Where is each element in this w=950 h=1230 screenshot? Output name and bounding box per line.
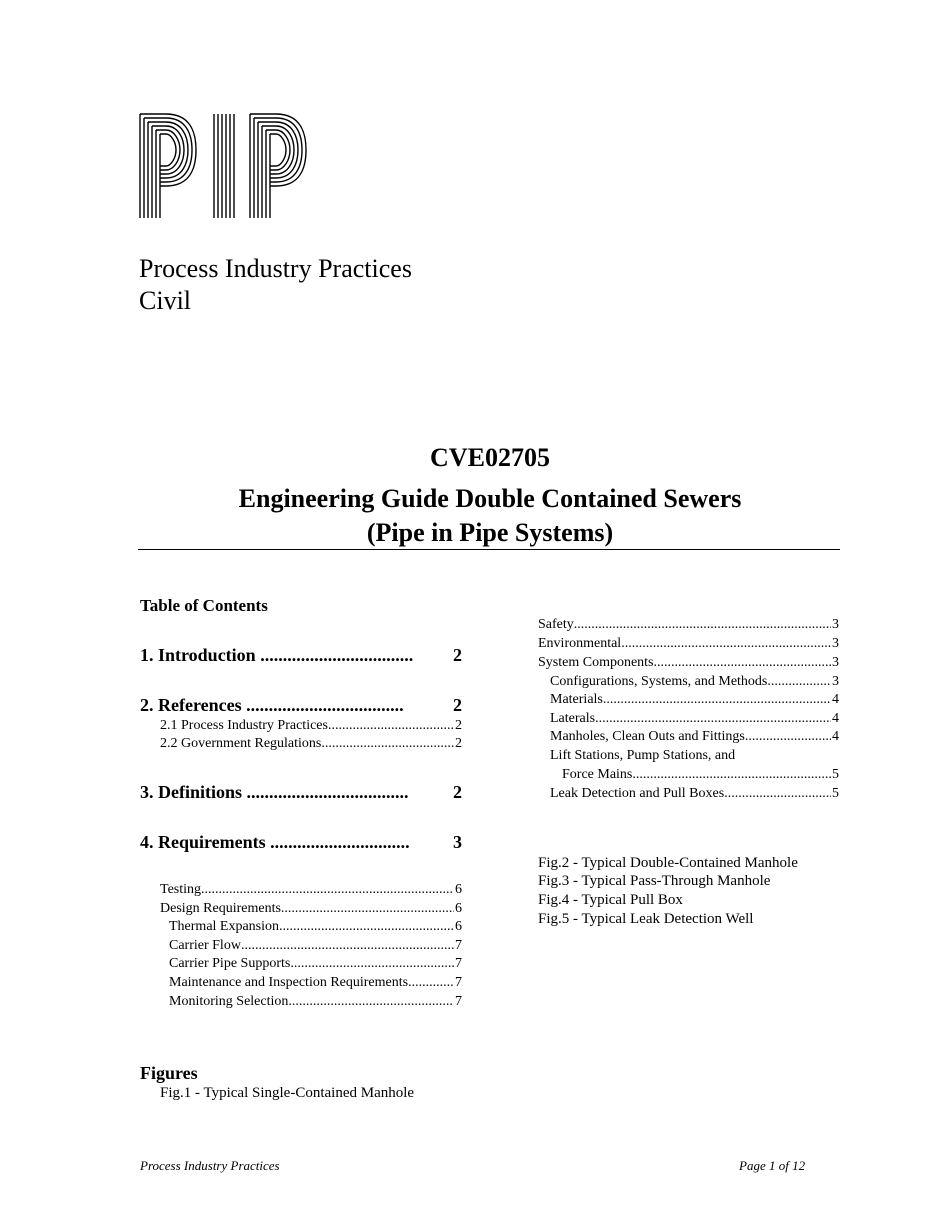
figure-item[interactable]: Fig.5 - Typical Leak Detection Well xyxy=(538,911,754,927)
toc-section-references[interactable]: 2. References ................................... 2 xyxy=(140,695,462,715)
toc-entry[interactable]: 2.1 Process Industry Practices ..... 2 xyxy=(160,717,462,736)
toc-entry[interactable]: Environmental ..... 3 xyxy=(538,635,839,654)
toc-entry[interactable]: Manholes, Clean Outs and Fittings ..... 4 xyxy=(550,728,839,747)
toc-heading: Table of Contents xyxy=(140,596,268,615)
toc-entry[interactable]: 2.2 Government Regulations ..... 2 xyxy=(160,735,462,754)
toc-entry[interactable]: Force Mains ..... 5 xyxy=(562,766,839,785)
figures-heading: Figures xyxy=(140,1063,198,1083)
document-title: Engineering Guide Double Contained Sewers xyxy=(238,484,742,513)
toc-entry[interactable]: Carrier Pipe Supports ..... 7 xyxy=(169,955,462,974)
title-rule xyxy=(138,549,840,550)
toc-entry[interactable]: Maintenance and Inspection Requirements ..... 7 xyxy=(169,974,462,993)
figure-item[interactable]: Fig.1 - Typical Single-Contained Manhole xyxy=(160,1085,415,1101)
toc-entry[interactable]: Design Requirements ..... 6 xyxy=(160,900,462,919)
toc-entry-continued[interactable]: Lift Stations, Pump Stations, and xyxy=(550,748,736,763)
document-subtitle: (Pipe in Pipe Systems) xyxy=(366,518,614,547)
toc-section-introduction[interactable]: 1. Introduction .................................. 2 xyxy=(140,645,462,665)
figure-item[interactable]: Fig.3 - Typical Pass-Through Manhole xyxy=(538,873,771,889)
toc-section-definitions[interactable]: 3. Definitions .................................... 2 xyxy=(140,782,462,802)
pip-logo xyxy=(138,110,313,222)
document-number: CVE02705 xyxy=(430,443,550,472)
toc-entry[interactable]: Testing ..... 6 xyxy=(160,881,462,900)
toc-entry[interactable]: Laterals ..... 4 xyxy=(550,710,839,729)
toc-section-requirements[interactable]: 4. Requirements ............................... 3 xyxy=(140,832,462,852)
org-name: Process Industry Practices xyxy=(139,254,412,283)
toc-entry[interactable]: Monitoring Selection ..... 7 xyxy=(169,993,462,1012)
footer-org: Process Industry Practices xyxy=(140,1158,280,1173)
toc-entry[interactable]: Thermal Expansion ..... 6 xyxy=(169,918,462,937)
figure-item[interactable]: Fig.4 - Typical Pull Box xyxy=(538,892,683,908)
discipline: Civil xyxy=(139,286,192,315)
toc-entry[interactable]: Configurations, Systems, and Methods ..... 3 xyxy=(550,673,839,692)
toc-entry[interactable]: Leak Detection and Pull Boxes ..... 5 xyxy=(550,785,839,804)
figure-item[interactable]: Fig.2 - Typical Double-Contained Manhole xyxy=(538,855,798,871)
toc-entry[interactable]: Materials ..... 4 xyxy=(550,691,839,710)
toc-entry[interactable]: System Components ..... 3 xyxy=(538,654,839,673)
toc-entry[interactable]: Carrier Flow ..... 7 xyxy=(169,937,462,956)
toc-entry[interactable]: Safety ..... 3 xyxy=(538,616,839,635)
footer-page-number: Page 1 of 12 xyxy=(739,1158,806,1173)
